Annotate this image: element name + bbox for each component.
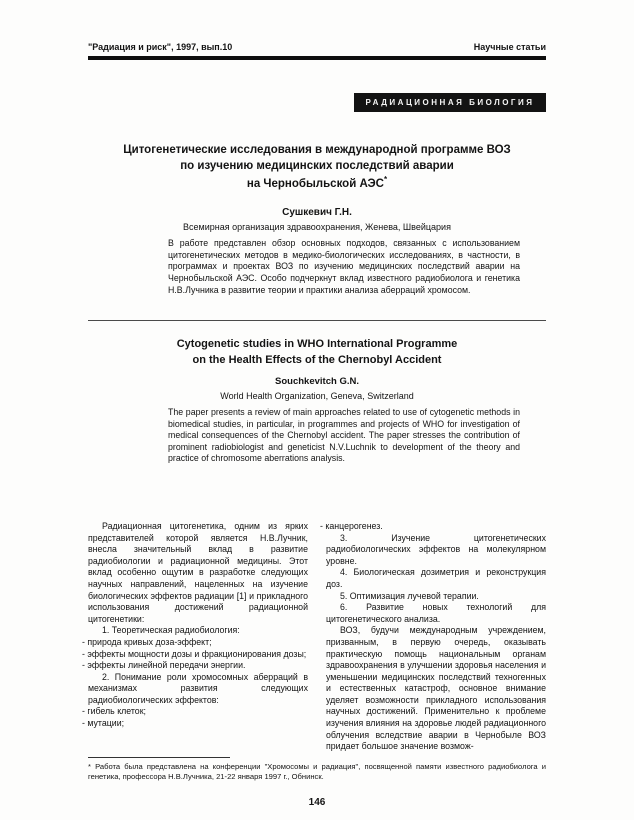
body-paragraph: 1. Теоретическая радиобиология:	[102, 625, 240, 636]
title-footnote-mark: *	[383, 175, 388, 185]
body-paragraph: - гибель клеток;	[82, 706, 146, 717]
body-paragraph: - мутации;	[82, 718, 125, 729]
article-title-en-line1: Cytogenetic studies in WHO International Programme	[176, 338, 458, 351]
footnote-rule	[88, 757, 230, 758]
body-columns	[82, 520, 546, 753]
affiliation-en: World Health Organization, Geneva, Switzerland	[220, 390, 414, 401]
body-paragraph: 2. Понимание роли хромосомных аберраций в механизмах развития следующих радиобиологических эффектов:	[88, 671, 308, 705]
author-ru: Сушкевич Г.Н.	[282, 207, 352, 219]
body-paragraph: 3. Изучение цитогенетических радиобиологических эффектов на молекулярном уровне.	[326, 532, 546, 566]
affiliation-ru: Всемирная организация здравоохранения, Женева, Швейцария	[183, 222, 451, 233]
footnote-text: * Работа была представлена на конференции "Хромосомы и радиация", посвященной памяти известного радиобиолога и генетика, профессора Н.В.Лучника, 21-22 января 1997 г., Обнинск.	[88, 762, 546, 782]
author-en: Souchkevitch G.N.	[275, 375, 359, 387]
body-paragraph: 4. Биологическая дозиметрия и реконструкция доз.	[326, 567, 546, 589]
abstract-ru: В работе представлен обзор основных подходов, связанных с использованием цитогенетических методов в медико-биологических исследованиях, в частности, в программах и проектах ВОЗ по изучению медицинских последствий аварии на Чернобыльской АЭС. Особо подчеркнут вклад известного радиобиолога и генетика Н.В.Лучника в развитие теории и практики анализа аберраций хромосом.	[168, 238, 520, 295]
body-paragraph: - природа кривых доза-эффект;	[82, 636, 212, 647]
article-title-ru-line2: по изучению медицинских последствий аварии	[180, 160, 454, 173]
body-paragraph: 5. Оптимизация лучевой терапии.	[340, 590, 479, 601]
body-paragraph: - эффекты линейной передачи энергии.	[82, 660, 246, 671]
article-title-ru	[88, 142, 546, 192]
section-label: Научные статьи	[473, 42, 546, 52]
journal-title: "Радиация и риск", 1997, вып.10	[88, 42, 233, 52]
body-column-right	[320, 520, 546, 753]
body-paragraph: - эффекты мощности дозы и фракционирования дозы;	[82, 648, 307, 659]
article-title-en-line2: on the Health Effects of the Chernobyl Accident	[192, 353, 442, 366]
article-title-ru-line1: Цитогенетические исследования в международной программе ВОЗ	[123, 144, 511, 156]
body-paragraph: 6. Развитие новых технологий для цитогенетического анализа.	[326, 602, 546, 624]
category-label-box	[354, 93, 546, 112]
abstract-en: The paper presents a review of main approaches related to use of cytogenetic methods in biomedical studies, in particular, in programmes and projects of WHO for investigation of medical consequences of the Chernobyl accident. The paper stresses the contribution of prominent radiobiologist and geneticist N.V.Luchnik to development of the theory and practice of chromosome aberrations analysis.	[168, 406, 520, 464]
header-rule	[88, 56, 546, 60]
body-paragraph: Радиационная цитогенетика, одним из ярких представителей которой является Н.В.Лучник, внесла значительный вклад в развитие радиобиологии и радиационной медицины. Этот вклад особенно ощутим в разработке следующих научных направлений, нацеленных на изучение биологических эффектов радиации [1] и прикладного использования достижений радиационной цитогенетики:	[88, 520, 308, 624]
body-paragraph: - канцерогенез.	[320, 520, 383, 531]
article-title-en	[88, 337, 546, 368]
page-header	[88, 0, 546, 52]
section-divider	[88, 320, 546, 321]
category-label: РАДИАЦИОННАЯ БИОЛОГИЯ	[365, 98, 535, 107]
footnote-block	[88, 757, 546, 782]
body-column-left	[82, 520, 308, 753]
page-number: 146	[308, 797, 326, 808]
article-title-ru-line3: на Чернобыльской АЭС	[246, 178, 384, 191]
body-paragraph: ВОЗ, будучи международным учреждением, призванным, в первую очередь, оказывать практическую помощь национальным органам здравоохранения в улучшении здоровья населения и уменьшении медицинских последствий техногенных и естественных катастроф, основное внимание уделяет возможности прикладного использования научных достижений. Применительно к проблеме изучения влияния на здоровье людей радиационного облучения вследствие аварии в Чернобыле ВОЗ придает большое значение возмож-	[326, 625, 546, 752]
